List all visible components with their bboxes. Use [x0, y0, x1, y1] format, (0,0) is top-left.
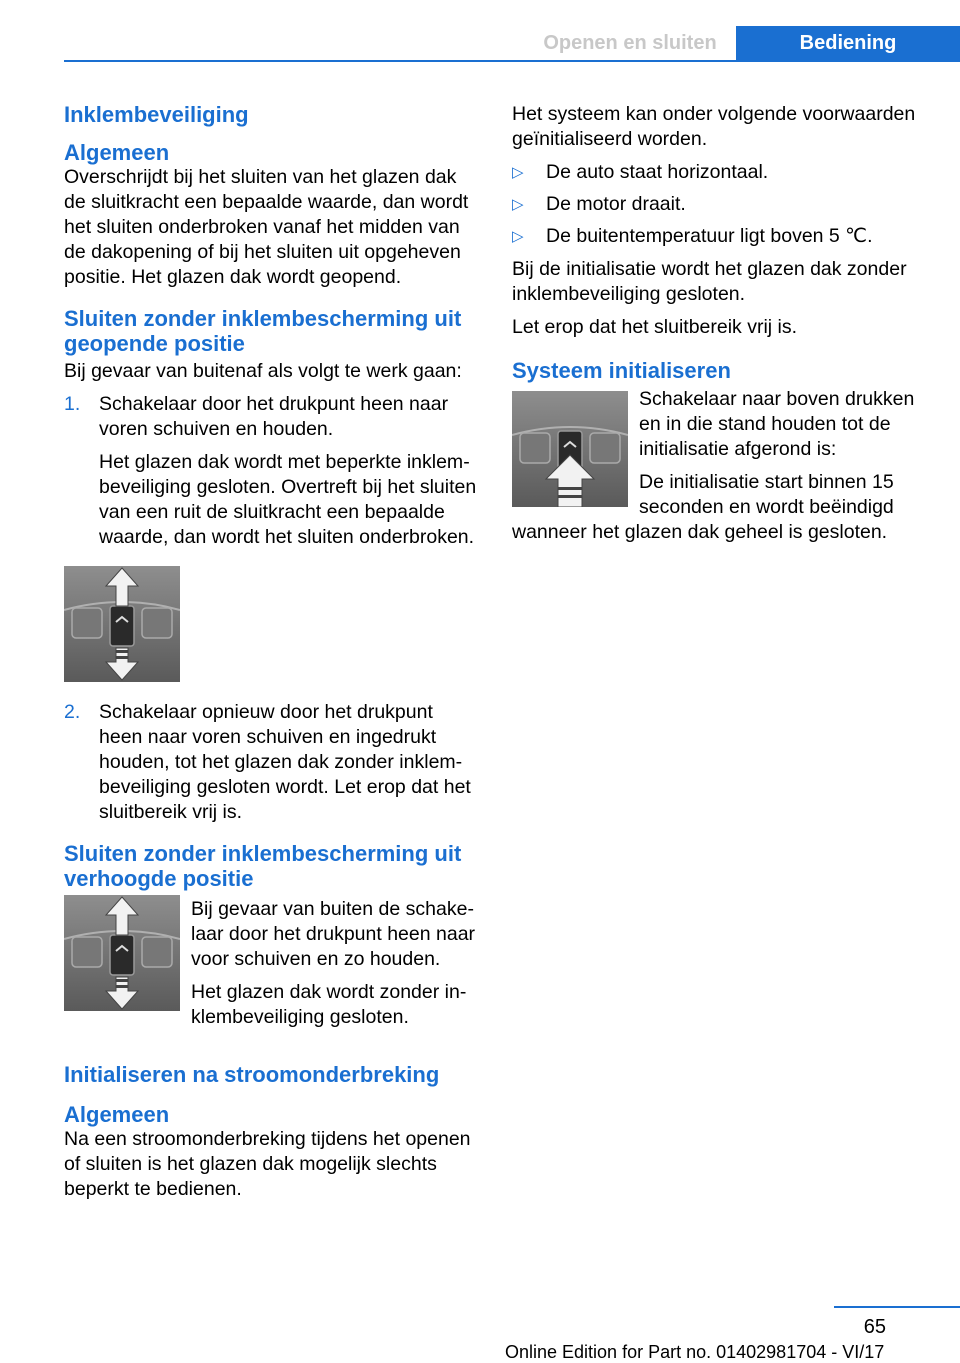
page-number: 65: [863, 1316, 886, 1338]
system-init-text: Schakelaar naar boven drukken en in die stand houden tot de initialisatie afgerond is:: [639, 388, 915, 460]
section-heading: Inklembeveiliging: [64, 102, 249, 127]
raised-result: Het glazen dak wordt zonder inklembeveiliging gesloten.: [191, 981, 467, 1028]
steps-list-continued: [64, 700, 480, 825]
list-item: [64, 392, 480, 550]
chapter-tab: Openen en sluiten: [524, 26, 736, 61]
step-text: Schakelaar door het drukpunt heen naar voren schuiven en houden.: [99, 393, 449, 440]
condition-text: De buitentemperatuur ligt boven 5 ℃.: [546, 225, 873, 247]
step-text: Schakelaar opnieuw door het drukpunt heen naar voren schuiven en ingedrukt houden, tot het glazen dak zonder inklembeveiliging gesloten wordt. Let erop dat het sluitbereik vrij is.: [99, 701, 471, 823]
header-rule: [64, 60, 960, 62]
list-item: [512, 224, 928, 249]
system-init-heading: Systeem initialiseren: [512, 358, 731, 383]
condition-text: De motor draait.: [546, 193, 686, 215]
init-note: Bij de initialisatie wordt het glazen dak zonder inklembeveiliging gesloten.: [512, 258, 907, 305]
init-general-text: Na een stroomonderbreking tijdens het openen of sluiten is het glazen dak mogelijk slechts beperkt te bedienen.: [64, 1128, 471, 1200]
switch-push-forward-figure: [64, 566, 180, 682]
switch-push-up-figure: [512, 391, 628, 507]
condition-text: De auto staat horizontaal.: [546, 161, 769, 183]
bullet-triangle-icon: ▷: [512, 228, 524, 245]
step-detail: Het glazen dak wordt met beperkte inklembeveiliging gesloten. Overtreft bij het sluiten van een ruit de sluitkracht een bepaalde waarde, dan wordt het sluiten onderbroken.: [99, 451, 477, 548]
general-text: Overschrijdt bij het sluiten van het glazen dak de sluitkracht een bepaalde waarde, dan wordt het sluiten onderbroken vanaf het midden van de dakopening of bij het sluiten uit opgeheven positie. Het glazen dak wordt geopend.: [64, 166, 469, 288]
bullet-triangle-icon: ▷: [512, 196, 524, 213]
system-init-duration: De initialisatie start binnen 15 seconden en wordt beëindigd wanneer het glazen dak geheel is gesloten.: [512, 471, 894, 543]
list-item: [512, 160, 928, 185]
step-number: 2.: [64, 701, 81, 723]
list-item: [64, 700, 480, 825]
init-general-heading: Algemeen: [64, 1102, 170, 1127]
steps-list: [64, 392, 480, 550]
clear-area-note: Let erop dat het sluitbereik vrij is.: [512, 316, 798, 338]
edition-footer: Online Edition for Part no. 01402981704 - VI/17: [505, 1342, 885, 1362]
raised-text: Bij gevaar van buiten de schakelaar door het drukpunt heen naar voor schuiven en zo houden.: [191, 898, 476, 970]
list-item: [512, 192, 928, 217]
raised-position-heading: Sluiten zonder inklembescherming uit verhoogde positie: [64, 841, 462, 891]
bullet-triangle-icon: ▷: [512, 164, 524, 181]
right-column: [512, 102, 928, 553]
conditions-list: [512, 160, 928, 249]
conditions-intro: Het systeem kan onder volgende voorwaarden geïnitialiseerd worden.: [512, 103, 916, 150]
section-tab: Bediening: [736, 26, 960, 61]
open-position-intro: Bij gevaar van buitenaf als volgt te werk gaan:: [64, 360, 462, 382]
open-position-heading: Sluiten zonder inklembescherming uit geopende positie: [64, 306, 462, 356]
general-heading: Algemeen: [64, 140, 170, 165]
running-header: [524, 26, 960, 61]
switch-push-forward-figure: [64, 895, 180, 1011]
left-column: [64, 102, 480, 1210]
init-heading: Initialiseren na stroomonderbreking: [64, 1062, 440, 1087]
footer-rule: [834, 1306, 960, 1308]
step-number: 1.: [64, 393, 81, 415]
